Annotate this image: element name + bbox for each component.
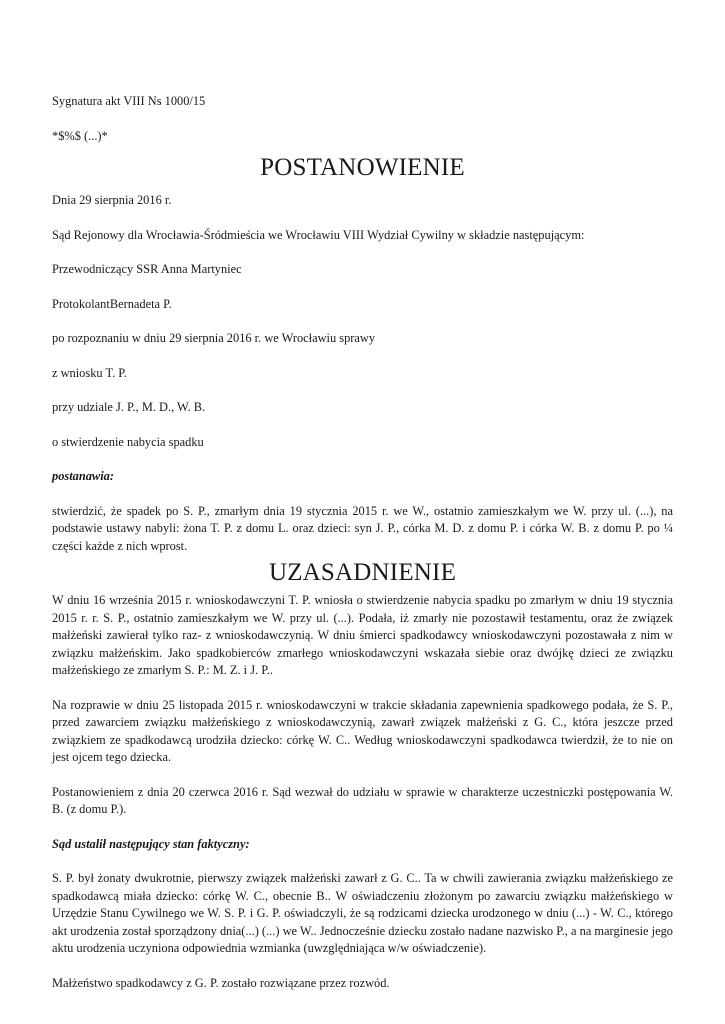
facts-paragraph-1: S. P. był żonaty dwukrotnie, pierwszy związek małżeński zawarł z G. C.. Ta w chwili zawierania związku małżeńskiego ze spadkodawcą miała dziecko: córkę W. C., obecnie B.. W oświadczeniu złożonym po zawarciu związku małżeńskiego w Urzędzie Stanu Cywilnego we W. S. P. i G. P. oświadczyli, że są rodzicami dziecka urodzonego w dniu (...) - W. C., którego akt urodzenia został sporządzony dnia(...) (...) we W.. Jednocześnie dziecku zostało nadane nazwisko P., a na marginesie jego aktu urodzenia uczyniona odpowiednia wzmianka (uwzględniająca w/w oświadczenie). (52, 871, 673, 955)
justification-paragraph-3: Postanowieniem z dnia 20 czerwca 2016 r. Sąd wezwał do udziału w sprawie w charakterze uczestniczki postępowania W. B. (z domu P.). (52, 784, 673, 816)
document-title: POSTANOWIENIE (260, 154, 465, 181)
applicant: z wniosku T. P. (52, 365, 127, 380)
case-marker: *$%$ (...)* (52, 128, 108, 143)
ruling-text: stwierdzić, że spadek po S. P., zmarłym dnia 19 stycznia 2015 r. we W., ostatnio zamieszkałym we W. przy ul. (...), na podstawie ustawy nabyli: żona T. P. z domu L. oraz dzieci: syn J. P., córka M. D. z domu P. i córka W. B. z domu P. po ¼ części każde z nich wprost. (52, 503, 673, 553)
facts-heading: Sąd ustalił następujący stan faktyczny: (52, 836, 250, 851)
decides-heading: postanawia: (52, 469, 114, 483)
court-clerk: ProtokolantBernadeta P. (52, 296, 172, 311)
participants: przy udziale J. P., M. D., W. B. (52, 400, 206, 414)
decision-date: Dnia 29 sierpnia 2016 r. (52, 193, 172, 207)
case-signature: Sygnatura akt VIII Ns 1000/15 (52, 94, 206, 108)
court-composition: Sąd Rejonowy dla Wrocławia-Śródmieścia we Wrocławiu VIII Wydział Cywilny w składzie następującym: (52, 227, 585, 242)
presiding-judge: Przewodniczący SSR Anna Martyniec (52, 262, 242, 276)
facts-paragraph-2: Małżeństwo spadkodawcy z G. P. zostało rozwiązane przez rozwód. (52, 975, 390, 990)
case-subject: o stwierdzenie nabycia spadku (52, 434, 204, 449)
hearing-info: po rozpoznaniu w dniu 29 sierpnia 2016 r. we Wrocławiu sprawy (52, 331, 376, 345)
justification-title: UZASADNIENIE (268, 559, 457, 586)
justification-paragraph-2: Na rozprawie w dniu 25 listopada 2015 r. wnioskodawczyni w trakcie składania zapewnienia spadkowego podała, że S. P., przed zawarciem związku małżeńskiego z wnioskodawczynią, zawarł związek małżeński z G. C., która jeszcze przed związkiem ze spadkodawcą urodziła dziecko: córkę W. C.. Według wnioskodawczyni spadkodawca twierdził, że to nie on jest ojcem tego dziecka. (52, 697, 673, 764)
justification-paragraph-1: W dniu 16 września 2015 r. wnioskodawczyni T. P. wniosła o stwierdzenie nabycia spadku po zmarłym w dniu 19 stycznia 2015 r. r. S. P., ostatnio zamieszkałym we W. przy ul. (...). Podała, iż zmarły nie pozostawił testamentu, oraz że związek małżeński zawierał tylko raz- z wnioskodawczynią. W dniu śmierci spadkodawcy wnioskodawczyni pozostawała z nim w związku małżeńskim. Jako spadkobierców zmarłego wnioskodawczyni wskazała siebie oraz dwójkę dzieci ze związku małżeńskiego ze zmarłym S. P.: M. Z. i J. P.. (52, 593, 673, 677)
